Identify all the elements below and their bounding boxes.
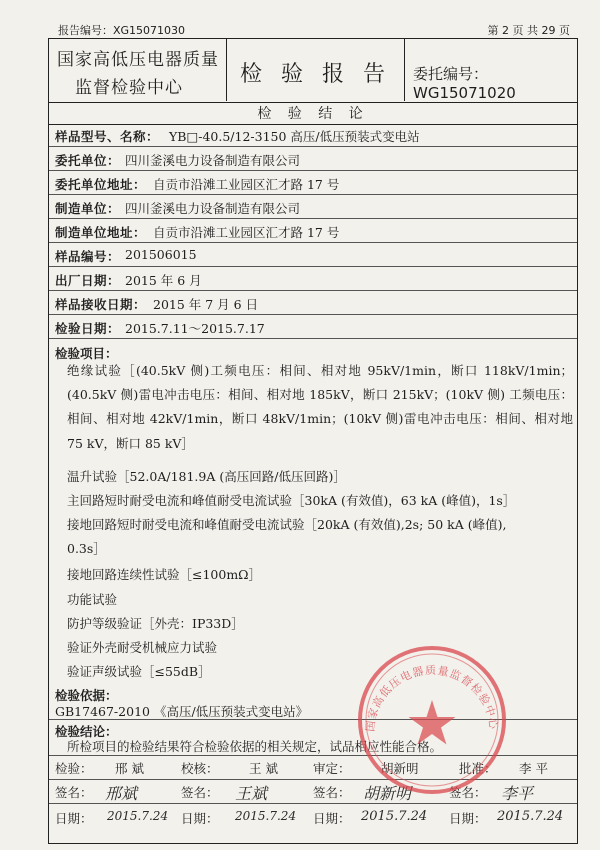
conclusion-label: 检验结论：	[55, 724, 118, 739]
field-label: 委托单位地址：	[55, 177, 147, 192]
report-title: 检 验 报 告	[240, 62, 391, 87]
inspector-name: 邢 斌	[115, 761, 144, 776]
function-test: 功能试验	[67, 592, 118, 607]
handwritten-signature-inspector: 邢斌	[105, 784, 138, 803]
field-label: 制造单位地址：	[55, 225, 147, 240]
official-seal	[352, 640, 512, 800]
org-name-line2: 监督检验中心	[75, 78, 183, 98]
field-label: 制造单位：	[55, 201, 121, 216]
noise-test: 验证声级试验［≤55dB］	[67, 664, 211, 679]
org-cell	[49, 39, 227, 101]
date-checker: 2015.7.24	[235, 809, 297, 823]
conclusion-text: 所检项目的检验结果符合检验依据的相关规定，试品相应性能合格。	[67, 739, 443, 754]
date-reviewer: 2015.7.24	[361, 809, 428, 824]
sign-label: 签名：	[449, 785, 487, 800]
field-label: 出厂日期：	[55, 273, 121, 288]
field-label: 样品型号、名称：	[55, 129, 160, 144]
approver-name: 李 平	[519, 761, 548, 776]
date-inspector: 2015.7.24	[107, 809, 169, 823]
field-value: 2015 年 7 月 6 日	[153, 297, 259, 312]
title-cell	[227, 39, 405, 101]
conclusion-heading: 检 验 结 论	[49, 103, 577, 125]
report-header	[49, 39, 577, 103]
report-number: 报告编号：XG15071030	[58, 24, 186, 37]
handwritten-signature-checker: 王斌	[235, 784, 268, 803]
field-label: 委托单位：	[55, 153, 121, 168]
inspector-label: 检验：	[55, 761, 93, 776]
reviewer-name: 胡新明	[381, 761, 419, 776]
field-value: 2015 年 6 月	[125, 273, 202, 288]
seal-text: 国家高低压电器质量监督检验中心	[363, 663, 501, 733]
field-label: 样品编号：	[55, 249, 121, 264]
checker-label: 校核：	[181, 761, 219, 776]
page-indicator: 第 2 页 共 29 页	[487, 24, 570, 37]
field-value: 自贡市沿滩工业园区汇才路 17 号	[153, 225, 340, 240]
sign-label: 签名：	[55, 785, 93, 800]
sign-label: 签名：	[181, 785, 219, 800]
earth-circuit-test-line1: 接地回路短时耐受电流和峰值耐受电流试验［20kA (有效值),2s; 50 kA (峰值),	[67, 517, 507, 532]
field-label: 检验日期：	[55, 321, 121, 336]
field-value: 201506015	[125, 247, 197, 262]
test-items-label: 检验项目：	[55, 346, 118, 361]
earth-continuity-test: 接地回路连续性试验［≤100mΩ］	[67, 567, 262, 582]
enclosure-test: 验证外壳耐受机械应力试验	[67, 640, 218, 655]
handwritten-signature-approver: 李平	[501, 784, 534, 803]
basis-value: GB17467-2010 《高压/低压预装式变电站》	[55, 704, 309, 719]
reviewer-label: 审定：	[313, 761, 351, 776]
field-value: 四川釜溪电力设备制造有限公司	[125, 201, 301, 216]
org-name-line1: 国家高低压电器质量	[57, 50, 219, 70]
date-approver: 2015.7.24	[497, 809, 564, 824]
basis-label: 检验依据：	[55, 688, 118, 703]
field-value: YB□-40.5/12-3150 高压/低压预装式变电站	[169, 129, 420, 144]
earth-circuit-test-line2: 0.3s］	[67, 541, 106, 556]
main-circuit-test: 主回路短时耐受电流和峰值耐受电流试验［30kA (有效值)，63 kA (峰值)，1s］	[67, 493, 516, 508]
checker-name: 王 斌	[249, 761, 278, 776]
insulation-test: 绝缘试验［(40.5kV 侧)工频电压：相间、相对地 95kV/1min，断口 118kV/1min；(40.5kV 侧)雷电冲击电压：相间、相对地 185kV，断口 215kV；(10kV 侧) 工频电压：相间、相对地 42kV/1min，断口 48kV/1min；(10kV 侧)雷电冲击电压：相间、相对地 75 kV，断口 85 kV］	[67, 363, 573, 451]
protection-test: 防护等级验证［外壳：IP33D］	[67, 616, 244, 631]
field-value: 2015.7.11～2015.7.17	[125, 321, 265, 336]
entrust-number: 委托编号：WG15071020	[413, 65, 516, 102]
approver-label: 批准：	[459, 761, 497, 776]
date-label: 日期：	[181, 811, 219, 826]
date-label: 日期：	[313, 811, 351, 826]
field-value: 四川釜溪电力设备制造有限公司	[125, 153, 301, 168]
sign-label: 签名：	[313, 785, 351, 800]
date-label: 日期：	[449, 811, 487, 826]
date-label: 日期：	[55, 811, 93, 826]
temperature-rise-test: 温升试验［52.0A/181.9A (高压回路/低压回路)］	[67, 469, 346, 484]
entrust-cell	[405, 39, 579, 101]
field-label: 样品接收日期：	[55, 297, 147, 312]
field-value: 自贡市沿滩工业园区汇才路 17 号	[153, 177, 340, 192]
handwritten-signature-reviewer: 胡新明	[363, 784, 412, 803]
